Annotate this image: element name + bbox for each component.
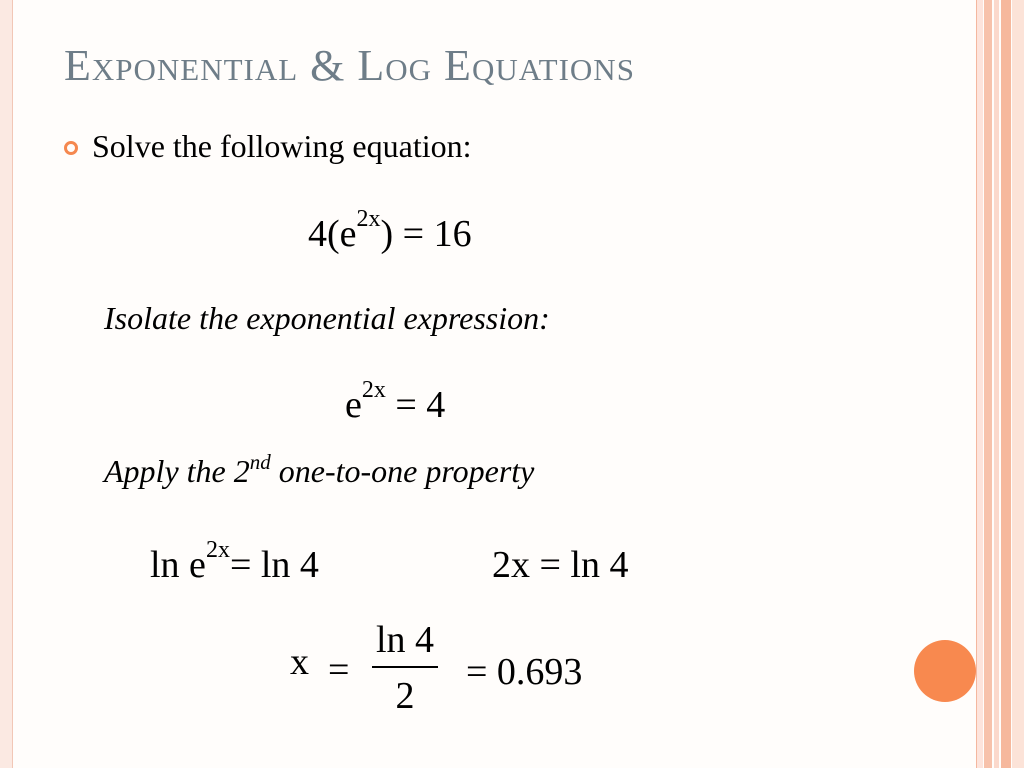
stripe (984, 0, 992, 768)
solution-equals: = (328, 649, 350, 691)
bullet-text: Solve the following equation: (92, 128, 472, 164)
equation-simplified: 2x = ln 4 (492, 544, 629, 586)
eq1-pre: 4(e (308, 213, 357, 255)
equation-isolated (345, 377, 446, 427)
bullet-circle-icon (64, 141, 78, 155)
eq2-base: e (345, 384, 362, 426)
solution-lhs: x (290, 641, 309, 683)
eq2-exponent: 2x (361, 377, 386, 403)
fraction-bar (372, 666, 438, 668)
stripe (976, 0, 983, 768)
step2-pre: Apply the 2 (104, 453, 250, 489)
slide-title: Exponential & Log Equations (64, 41, 635, 90)
step2-post: one-to-one property (270, 453, 535, 489)
eq1-post: ) = 16 (380, 213, 472, 255)
step2-ordinal: nd (249, 450, 271, 474)
eq2-post: = 4 (385, 384, 446, 426)
eq3-pre: ln e (150, 544, 206, 586)
eq1-exponent: 2x (356, 206, 381, 232)
decorative-orange-circle (914, 640, 976, 702)
right-border-stripes (976, 0, 1024, 768)
step-one-to-one (104, 450, 535, 490)
equation-original (308, 206, 472, 256)
eq3-exponent: 2x (205, 537, 230, 563)
stripe (1012, 0, 1024, 768)
stripe (994, 0, 999, 768)
stripe (1001, 0, 1011, 768)
solution-result: = 0.693 (466, 651, 583, 693)
step-isolate: Isolate the exponential expression: (104, 300, 550, 336)
fraction-denominator: 2 (395, 675, 415, 717)
fraction (372, 618, 438, 718)
equation-ln-both-sides (150, 537, 319, 587)
fraction-numerator: ln 4 (375, 619, 435, 661)
equation-solution (290, 618, 620, 728)
eq3-post: = ln 4 (229, 544, 319, 586)
left-border (0, 0, 13, 768)
